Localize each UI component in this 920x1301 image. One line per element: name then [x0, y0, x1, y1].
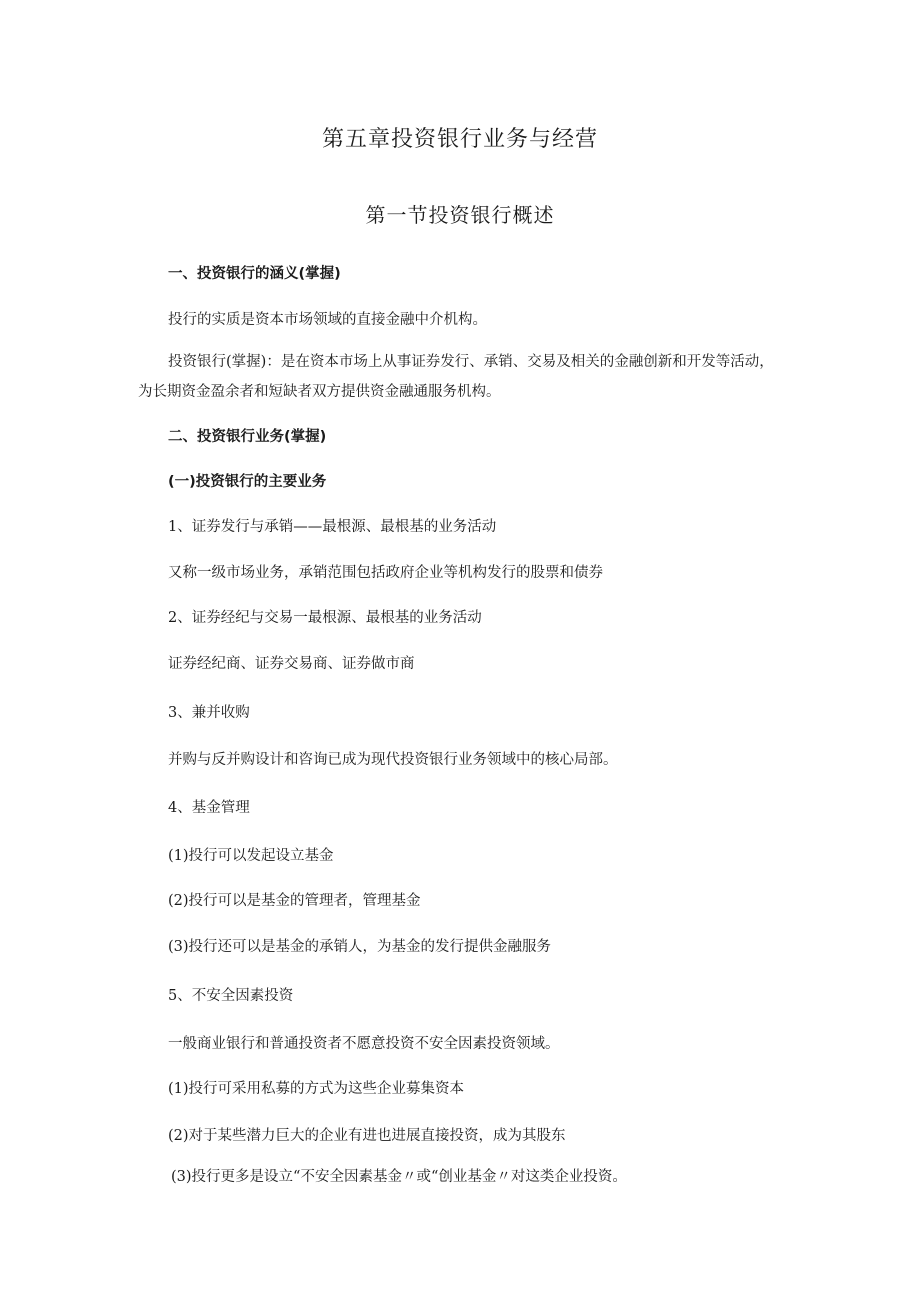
heading-definition: 一、投资银行的涵义(掌握): [168, 266, 341, 282]
section-title: 第一节投资银行概述: [365, 203, 555, 227]
item-5-sub-3: (3)投行更多是设立“不安全因素基金〃或“创业基金〃对这类企业投资。: [171, 1169, 627, 1185]
item-4-sub-1: (1)投行可以发起设立基金: [168, 848, 334, 864]
item-1-description: 又称一级市场业务，承销范围包括政府企业等机构发行的股票和债券: [168, 565, 603, 581]
chapter-title: 第五章投资银行业务与经营: [321, 127, 598, 152]
item-2-title: 2、证券经纪与交易一最根源、最根基的业务活动: [168, 610, 482, 626]
item-5-title: 5、不安全因素投资: [168, 988, 294, 1004]
paragraph-definition: 投资银行(掌握)：是在资本市场上从事证券发行、承销、交易及相关的金融创新和开发等活动，为长期资金盈余者和短缺者双方提供资金融通服务机构。: [138, 354, 774, 400]
subheading-main-business: (一)投资银行的主要业务: [168, 474, 327, 490]
item-5-sub-2: (2)对于某些潜力巨大的企业有进也进展直接投资，成为其股东: [168, 1128, 566, 1144]
item-1-title: 1、证券发行与承销——最根源、最根基的业务活动: [168, 519, 497, 535]
item-2-description: 证券经纪商、证券交易商、证券做市商: [168, 656, 415, 672]
item-5-description: 一般商业银行和普通投资者不愿意投资不安全因素投资领域。: [168, 1036, 560, 1052]
item-4-sub-3: (3)投行还可以是基金的承销人，为基金的发行提供金融服务: [168, 939, 552, 955]
item-5-sub-1: (1)投行可采用私募的方式为这些企业募集资本: [168, 1081, 465, 1097]
paragraph-essence: 投行的实质是资本市场领域的直接金融中介机构。: [168, 312, 487, 328]
item-4-title: 4、基金管理: [168, 800, 250, 816]
item-3-description: 并购与反并购设计和咨询已成为现代投资银行业务领域中的核心局部。: [168, 752, 618, 768]
heading-business: 二、投资银行业务(掌握): [168, 429, 327, 445]
item-3-title: 3、兼并收购: [168, 705, 250, 721]
item-4-sub-2: (2)投行可以是基金的管理者，管理基金: [168, 893, 421, 909]
